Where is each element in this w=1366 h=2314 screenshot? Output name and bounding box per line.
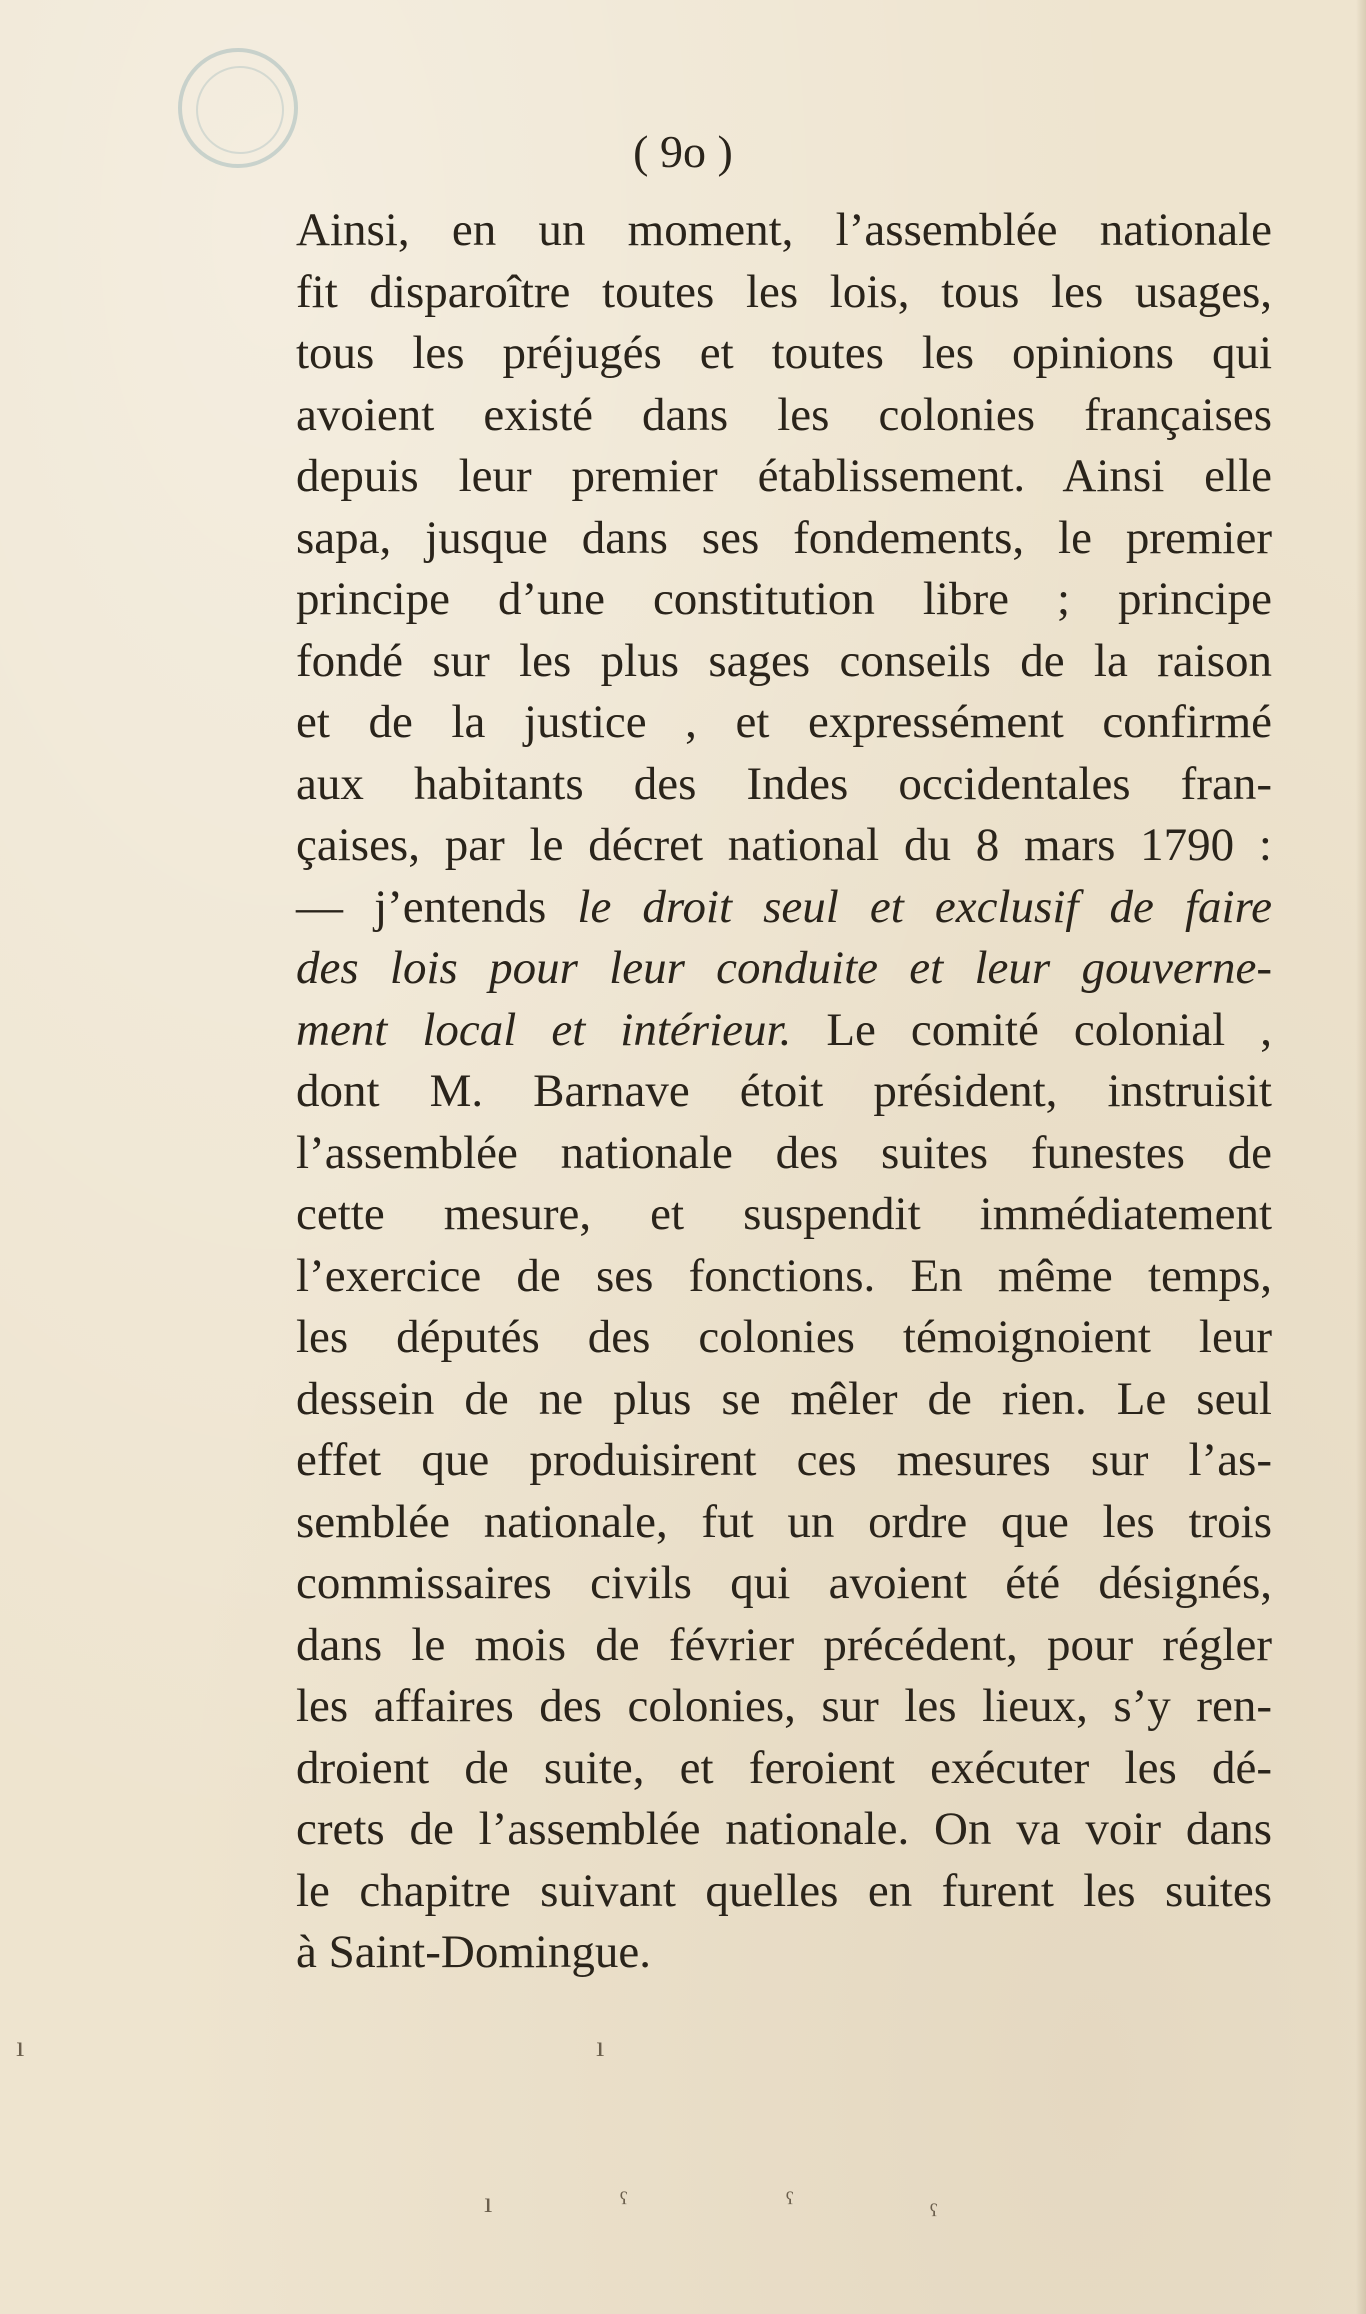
text-line xyxy=(296,1430,1272,1492)
text-segment: cette mesure, et suspendit immédiatement xyxy=(296,1188,1272,1240)
text-segment: effet que produisirent ces mesures sur l’as- xyxy=(296,1434,1272,1486)
text-segment: tous les préjugés et toutes les opinions qui xyxy=(296,327,1272,379)
text-line xyxy=(296,1061,1272,1123)
stray-ink-mark: ˁ xyxy=(620,2186,628,2219)
text-segment: à Saint-Domingue. xyxy=(296,1926,652,1978)
text-line xyxy=(296,446,1272,508)
text-line xyxy=(296,1799,1272,1861)
text-segment: les affaires des colonies, sur les lieux, s’y ren- xyxy=(296,1680,1272,1732)
text-line xyxy=(296,323,1272,385)
text-segment: l’assemblée nationale des suites funestes de xyxy=(296,1126,1272,1179)
text-segment: semblée nationale, fut un ordre que les trois xyxy=(296,1495,1272,1548)
page-number: ( 9o ) xyxy=(633,126,733,177)
text-line xyxy=(296,1615,1272,1677)
text-segment: Ainsi, en un moment, l’assemblée nationale xyxy=(296,204,1272,256)
text-segment: — j’entends xyxy=(296,880,578,933)
text-segment: depuis leur premier établissement. Ainsi elle xyxy=(296,450,1272,502)
text-segment: aux habitants des Indes occidentales fran- xyxy=(296,757,1272,810)
text-segment: dont M. Barnave étoit président, instruisit xyxy=(296,1065,1272,1117)
text-line xyxy=(296,262,1272,324)
text-segment: l’exercice de ses fonctions. En même temps, xyxy=(296,1249,1272,1302)
text-segment: fondé sur les plus sages conseils de la raison xyxy=(296,634,1272,687)
text-line xyxy=(296,1676,1272,1738)
text-line xyxy=(296,1246,1272,1308)
text-line xyxy=(296,1861,1272,1923)
text-line xyxy=(296,1922,1272,1984)
stray-ink-mark: ı xyxy=(484,2186,493,2219)
text-line xyxy=(296,508,1272,570)
text-line xyxy=(296,1000,1272,1062)
text-segment: çaises, par le décret national du 8 mars 1790 : xyxy=(296,819,1272,871)
text-line xyxy=(296,1553,1272,1615)
text-segment: le chapitre suivant quelles en furent les suites xyxy=(296,1864,1272,1917)
page-edge-shadow xyxy=(1356,0,1366,2314)
text-segment: crets de l’assemblée nationale. On va voir dans xyxy=(296,1803,1272,1855)
text-line xyxy=(296,877,1272,939)
stray-ink-mark: ı xyxy=(16,2030,25,2063)
italic-text-segment: des lois pour leur conduite et leur gouverne- xyxy=(296,942,1272,994)
text-line xyxy=(296,385,1272,447)
text-line xyxy=(296,569,1272,631)
text-segment: dans le mois de février précédent, pour régler xyxy=(296,1618,1272,1671)
text-segment: et de la justice , et expressément confirmé xyxy=(296,696,1272,748)
text-segment: principe d’une constitution libre ; principe xyxy=(296,573,1272,625)
text-line xyxy=(296,631,1272,693)
text-line xyxy=(296,1492,1272,1554)
stray-ink-mark: ı xyxy=(596,2030,605,2063)
text-line xyxy=(296,692,1272,754)
body-text xyxy=(296,200,1272,1984)
text-line xyxy=(296,754,1272,816)
italic-text-segment: ment local et intérieur. xyxy=(296,1003,792,1056)
text-line xyxy=(296,1123,1272,1185)
text-segment: Le comité colonial , xyxy=(791,1003,1272,1056)
text-line xyxy=(296,1307,1272,1369)
stray-ink-mark: ˁ xyxy=(930,2198,938,2231)
text-line xyxy=(296,1738,1272,1800)
text-line xyxy=(296,1184,1272,1246)
text-line xyxy=(296,938,1272,1000)
text-segment: droient de suite, et feroient exécuter les dé- xyxy=(296,1741,1272,1794)
text-segment: les députés des colonies témoignoient leur xyxy=(296,1311,1272,1363)
text-line xyxy=(296,200,1272,262)
text-segment: commissaires civils qui avoient été désignés, xyxy=(296,1557,1272,1609)
text-segment: dessein de ne plus se mêler de rien. Le seul xyxy=(296,1372,1272,1425)
text-line xyxy=(296,1369,1272,1431)
text-segment: avoient existé dans les colonies françaises xyxy=(296,388,1272,441)
italic-text-segment: le droit seul et exclusif de faire xyxy=(577,880,1272,933)
text-line xyxy=(296,815,1272,877)
text-segment: fit disparoître toutes les lois, tous les usages, xyxy=(296,265,1272,318)
text-segment: sapa, jusque dans ses fondements, le premier xyxy=(296,511,1272,564)
stray-ink-mark: ˁ xyxy=(786,2186,794,2219)
